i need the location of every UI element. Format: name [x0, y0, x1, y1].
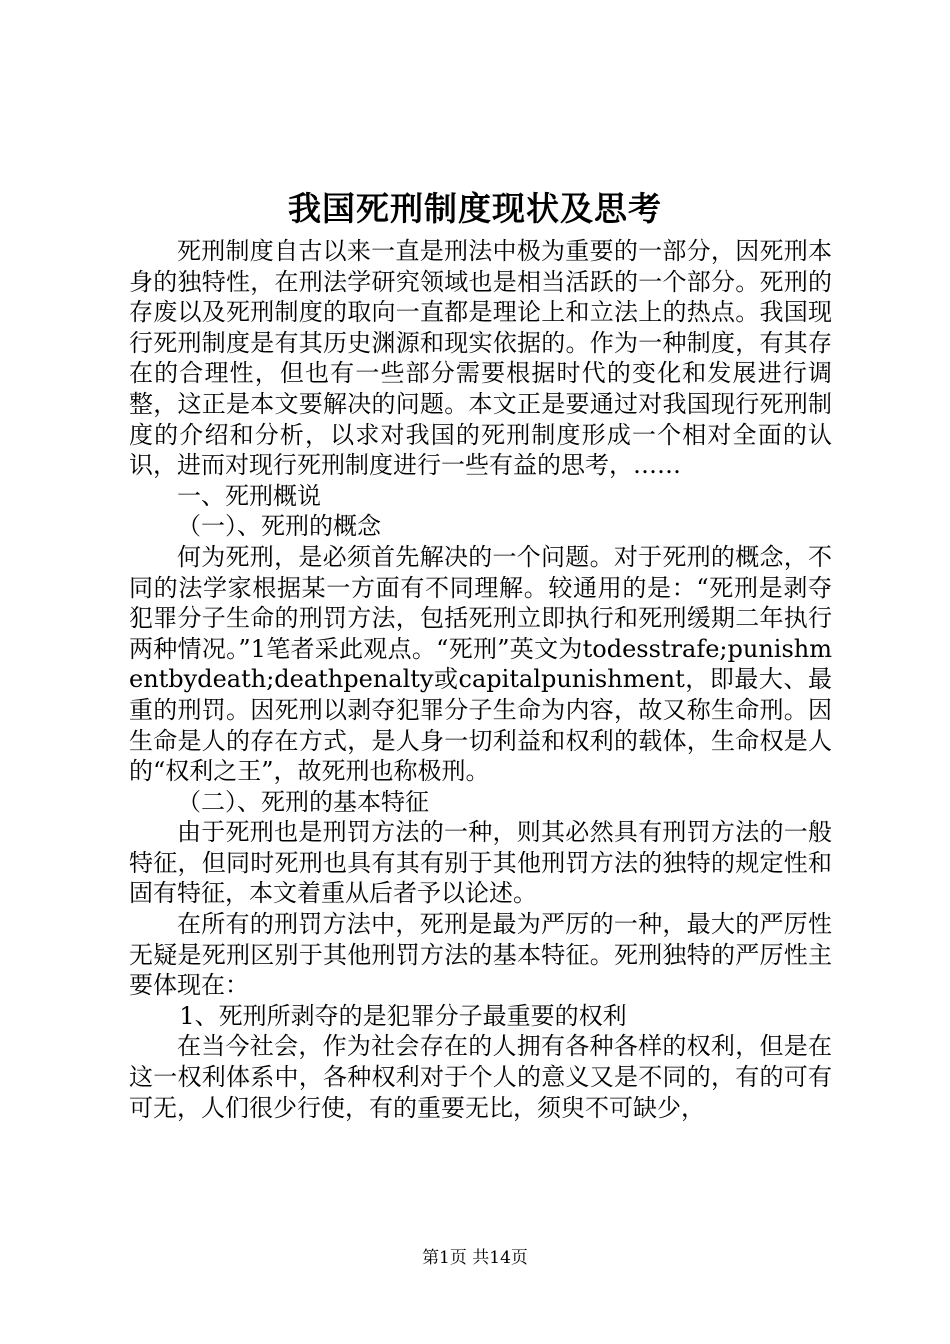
numbered-heading: 1、死刑所剥夺的是犯罪分子最重要的权利: [179, 1001, 627, 1030]
body-paragraph: 在所有的刑罚方法中，死刑是最为严厉的一种，最大的严厉性无疑是死刑区别于其他刑罚方法的基本特征。死刑独特的严厉性主要体现在：: [129, 910, 832, 1000]
subsection-heading: （二）、死刑的基本特征: [177, 787, 429, 816]
body-paragraph: 何为死刑，是必须首先解决的一个问题。对于死刑的概念，不同的法学家根据某一方面有不同理解。较通用的是：“死刑是剥夺犯罪分子生命的刑罚方法，包括死刑立即执行和死刑缓期二年执行两种情况。”1笔者采此观点。“死刑”英文为todesstrafe;punishmentbydeath;deathpenalty或capitalpunishment，即最大、最重的刑罚。因死刑以剥夺犯罪分子生命为内容，故又称生命刑。因生命是人的存在方式，是人身一切利益和权利的载体，生命权是人的“权利之王”，故死刑也称极刑。: [129, 542, 832, 786]
body-paragraph: 由于死刑也是刑罚方法的一种，则其必然具有刑罚方法的一般特征，但同时死刑也具有其有别于其他刑罚方法的独特的规定性和固有特征，本文着重从后者予以论述。: [129, 818, 832, 908]
document-title: 我国死刑制度现状及思考: [288, 189, 662, 228]
section-heading: 一、死刑概说: [177, 481, 321, 510]
body-paragraph: 在当今社会，作为社会存在的人拥有各种各样的权利，但是在这一权利体系中，各种权利对于个人的意义又是不同的，有的可有可无，人们很少行使，有的重要无比，须臾不可缺少，: [129, 1032, 832, 1122]
page-footer: 第1页 共14页: [422, 1248, 528, 1268]
intro-paragraph: 死刑制度自古以来一直是刑法中极为重要的一部分，因死刑本身的独特性，在刑法学研究领域也是相当活跃的一个部分。死刑的存废以及死刑制度的取向一直都是理论上和立法上的热点。我国现行死刑制度是有其历史渊源和现实依据的。作为一种制度，有其存在的合理性，但也有一些部分需要根据时代的变化和发展进行调整，这正是本文要解决的问题。本文正是要通过对我国现行死刑制度的介绍和分析，以求对我国的死刑制度形成一个相对全面的认识，进而对现行死刑制度进行一些有益的思考，……: [129, 237, 832, 480]
subsection-heading: （一）、死刑的概念: [177, 512, 381, 541]
document-body: [129, 236, 832, 1123]
